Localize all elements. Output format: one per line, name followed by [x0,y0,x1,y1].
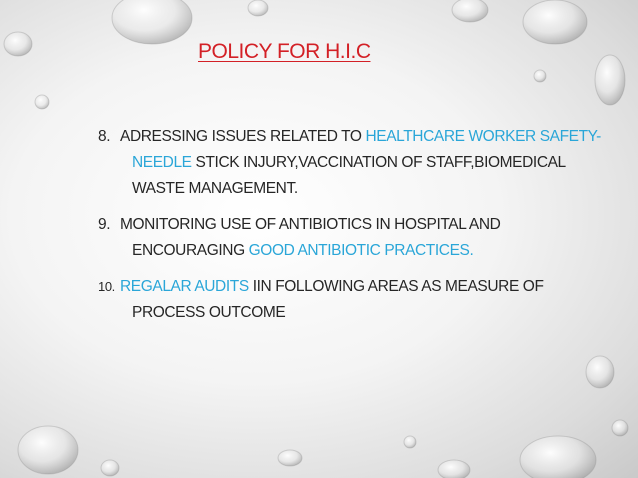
item-text: IIN FOLLOWING AREAS AS MEASURE OF [248,278,544,295]
item-text: ADRESSING ISSUES RELATED TO [120,128,366,145]
item-line [98,300,628,326]
item-text: WASTE MANAGEMENT. [132,180,298,197]
item-text: ENCOURAGING [132,242,249,259]
slide-title: POLICY FOR H.I.C [198,40,371,63]
item-line [98,274,628,300]
item-line [98,238,628,264]
item-highlight: GOOD ANTIBIOTIC PRACTICES. [248,242,474,259]
item-number: 10. [98,279,115,294]
item-line [98,150,628,176]
list-item [98,124,628,202]
item-highlight: HEALTHCARE WORKER SAFETY- [365,128,601,145]
item-number: 8. [98,128,111,145]
item-line [98,124,628,150]
item-number: 9. [98,216,111,233]
item-text: PROCESS OUTCOME [132,304,286,321]
list-item [98,212,628,264]
item-text: MONITORING USE OF ANTIBIOTICS IN HOSPITAL AND [120,216,501,233]
item-line [98,212,628,238]
policy-list [98,124,628,326]
item-line [98,176,628,202]
item-text: STICK INJURY,VACCINATION OF STAFF,BIOMEDICAL [191,154,566,171]
item-highlight: REGALAR AUDITS [120,278,249,295]
item-highlight: NEEDLE [132,154,192,171]
list-item [98,274,628,326]
